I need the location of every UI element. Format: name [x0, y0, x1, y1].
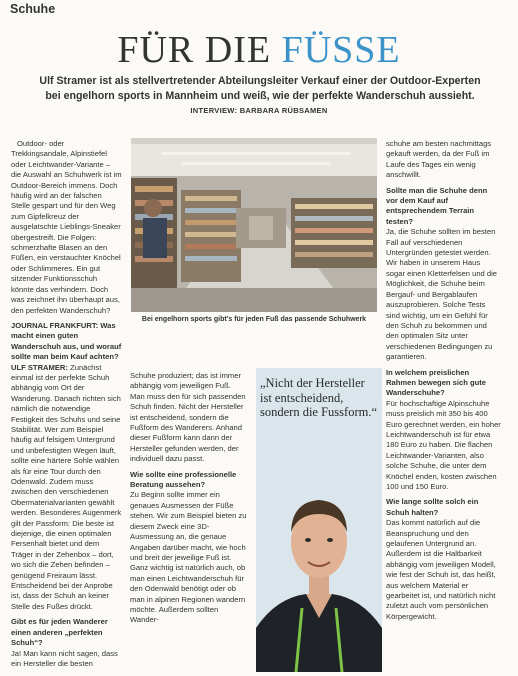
intro-paragraph: Outdoor- oder Trekkingsandale, Alpinstiefel oder Leichtwander-Variante – die Auswahl an Schuhwerk ist im Outdoor-Bereich immens. Doch häufig wird an der falschen Stelle gespart und für den Weg zum Gipfelkreuz der ausgelatschte Lieblings-Sneaker übergestreift. Die Folgen: schmerzhafte Blasen an den Füßen, ein verstauchter Knöchel oder Schlimmeres. Ein gut sitzender Funktionsschuh könnte das verhindern. Doch was zeichnet ihn überhaupt aus, den perfekten Wanderschuh?: [11, 139, 122, 315]
answer-4: Ja, die Schuhe sollten im besten Fall auf verschiedenen Untergründen getestet werden. Wir haben in unserem Haus sogar einen Kletterfelsen und die Möglichkeit, die Schuhe beim Bergauf- und Bergablaufen auszuprobieren. Solche Tests sind wichtig, um ein Gefühl für den Schuh zu bekommen und den optimalen Sitz unter verschiedenen Bedingungen zu garantieren.: [386, 227, 498, 362]
question-3: Wie sollte eine professionelle Beratung aussehen?: [130, 469, 237, 490]
column-1: [11, 139, 122, 669]
question-4: Sollte man die Schuhe denn vor dem Kauf auf entsprechendem Terrain testen?: [386, 185, 488, 226]
question-6: Wie lange sollte solch ein Schuh halten?: [386, 497, 479, 517]
column-2: [130, 371, 247, 626]
answer-2-continued: Schuhe produziert; das ist immer abhängig vom jeweiligen Fuß. Man muss den für sich passenden Schuh finden. Nicht der Hersteller ist entscheidend, sondern die Fußform des Wanderers. Anhand dieser Fußform kann dann der Hersteller gefunden werden, der individuell dazu passt.: [130, 371, 246, 464]
article-title: [0, 30, 518, 70]
portrait-photo: [256, 468, 382, 672]
title-part-2: FÜSSE: [281, 29, 401, 71]
answer-1-text: Zunächst einmal ist der perfekte Schuh abhängig vom Ort der Wanderung. Danach richten sich nämlich die notwendige Festigkeit des Schuhs und seine Stabilität. Wer zum Beispiel häufig auf felsigem Untergrund und unbefestigten Wegen läuft, sollte eine härtere Sohle wählen als für eine Tour durch den Odenwald. Zudem muss zwischen den verschiedenen Obermaterialvarianten gewählt werden. Besonderes Augenmerk gilt der Passform: Die beste ist diejenige, die einen optimalen Fersenhalt bietet und dem Träger in der Zehenbox – dort, wo sich die Zehen befinden – genügend Freiraum lässt. Entscheidend bei der Anprobe ist, dass der Schuh an keiner Stelle des Fußes drückt.: [11, 362, 122, 611]
answer-6: Das kommt natürlich auf die Beanspruchung und den gelaufenen Untergrund an. Außerdem ist die Haltbarkeit abhängig vom jeweiligen Modell, wie fest der Schuh ist, das heißt, aus welchem Material er gearbeitet ist, und natürlich nicht zuletzt auch vom persönlichen Körpergewicht.: [386, 518, 496, 621]
answer-1: [11, 363, 122, 613]
question-5: In welchem preislichen Rahmen bewegen sich gute Wanderschuhe?: [386, 367, 487, 398]
answer-5: Für hochschaftige Alpinschuhe muss preislich mit 350 bis 400 Euro gerechnet werden, ein hoher Leichtwanderschuh ist für etwa 180 Euro zu haben. Die flachen Leichtwander-Varianten, also solche Schuhe, die unter dem Knöchel enden, kosten zwischen 100 und 150 Euro.: [386, 398, 501, 491]
answer-3: Zu Beginn sollte immer ein genaues Ausmessen der Füße stehen. Wir zum Beispiel bieten zu diesem Zweck eine 3D-Ausmessung an, die genaue Angaben darüber macht, wie hoch und breit der jeweilige Fuß ist. Ganz wichtig ist natürlich auch, ob man einen Leichtwanderschuh für den Odenwald benötigt oder ob man in alpinen Regionen wandern möchte. Außerdem sollten Wander-: [130, 490, 247, 625]
title-part-1: FÜR DIE: [117, 29, 282, 71]
answer-3-continued: schuhe am besten nachmittags gekauft werden, da der Fuß im Laufe des Tages ein wenig anschwillt.: [386, 139, 492, 180]
column-4: [386, 139, 501, 622]
byline: INTERVIEW: BARBARA RÜBSAMEN: [190, 106, 328, 115]
pull-quote: „Nicht der Hersteller ist entscheidend, sondern die Fussform.“: [260, 376, 377, 419]
section-label: Schuhe: [10, 2, 56, 16]
lead-paragraph: Ulf Stramer ist als stellvertretender Abteilungsleiter Verkauf einer der Outdoor-Experten bei engelhorn sports in Mannheim und weiß, wie der perfekte Wanderschuh aussieht.: [39, 75, 481, 102]
photo-caption: Bei engelhorn sports gibt's für jeden Fuß das passende Schuhwerk: [141, 316, 367, 323]
speaker-label: ULF STRAMER:: [11, 362, 68, 372]
answer-2-start: Ja! Man kann nicht sagen, dass ein Hersteller die besten: [11, 648, 118, 668]
question-1: JOURNAL FRANKFURT: Was macht einen guten Wanderschuh aus, und worauf sollte man beim Kauf achten?: [11, 320, 122, 362]
question-2: Gibt es für jeden Wanderer einen anderen „perfekten Schuh“?: [11, 617, 108, 648]
store-photo: [131, 138, 377, 312]
